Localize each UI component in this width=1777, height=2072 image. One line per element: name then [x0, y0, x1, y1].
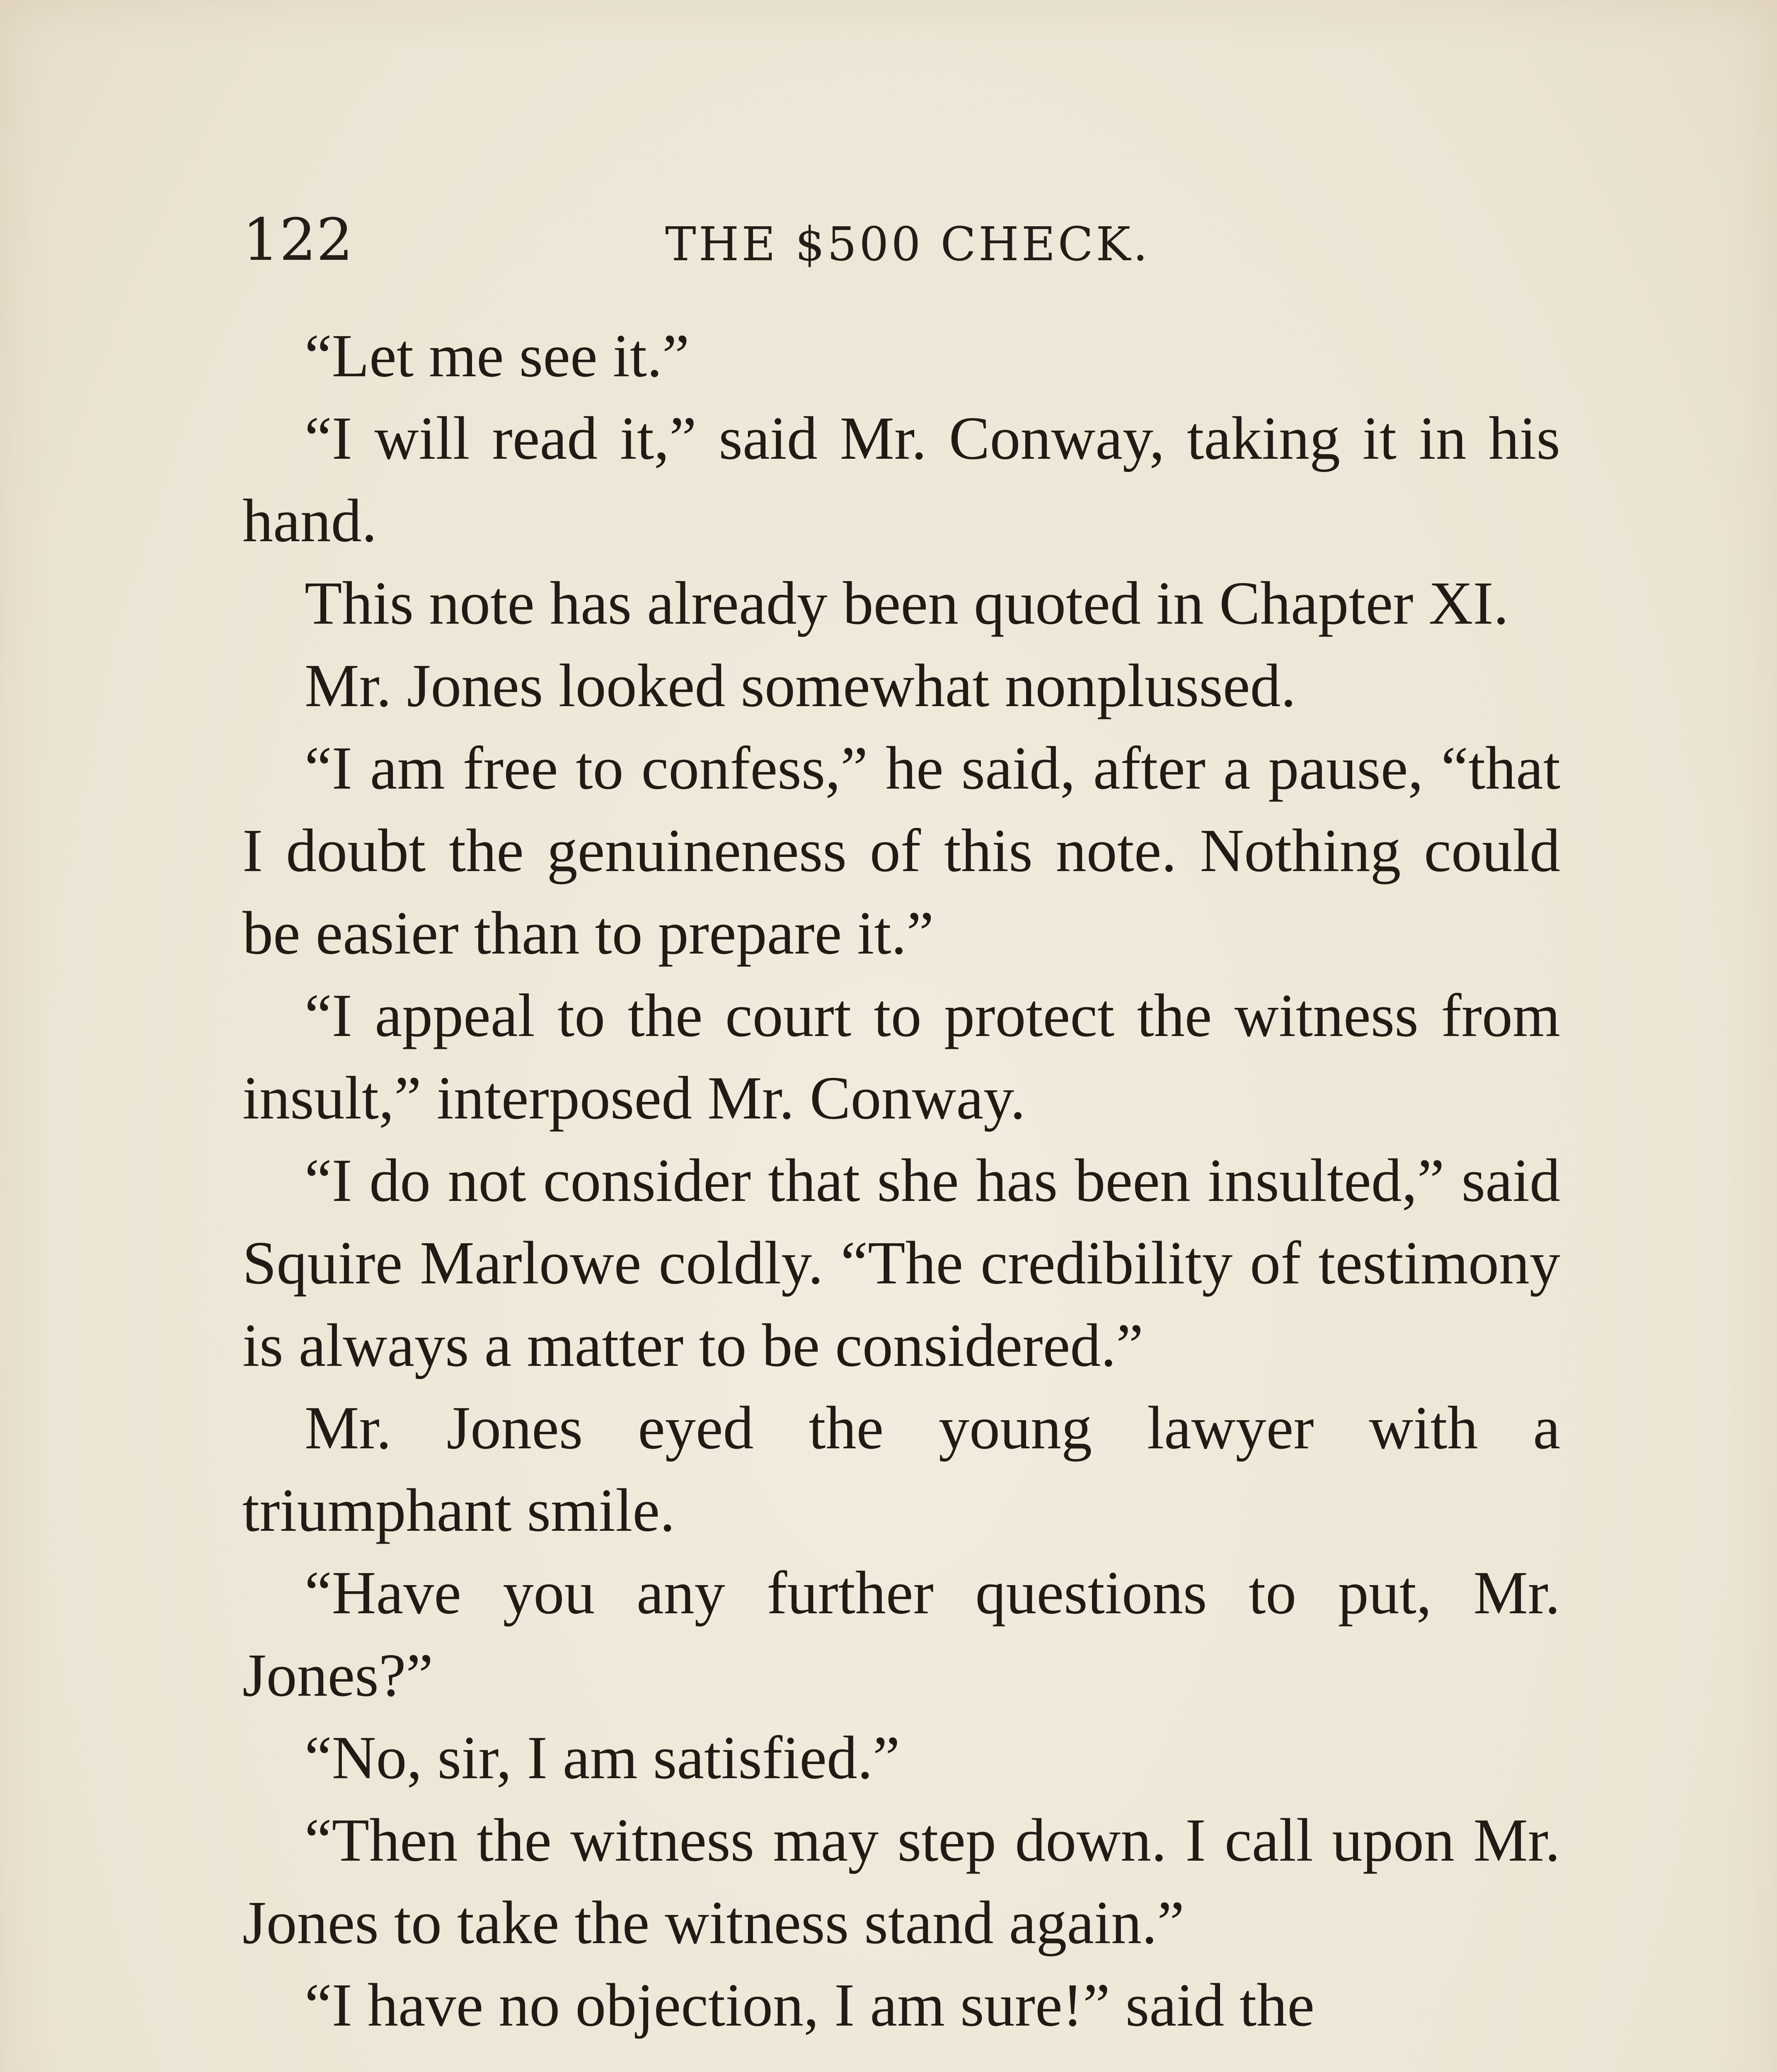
paragraph: This note has already been quoted in Chapter XI. [305, 569, 1509, 637]
paragraph: “I am free to confess,” he said, after a pause, “that I doubt the genuineness of this note. Nothing could be easier than to prepare it.” [242, 734, 1560, 967]
paragraph: “I have no objection, I am sure!” said the [305, 1971, 1315, 2039]
paragraph: “I appeal to the court to protect the witness from insult,” interposed Mr. Conway. [242, 982, 1560, 1132]
paragraph: “I do not consider that she has been insulted,” said Squire Marlowe coldly. “The credibility of testimony is always a matter to be considered.” [242, 1147, 1560, 1380]
paragraph: “Then the witness may step down. I call upon Mr. Jones to take the witness stand again.” [242, 1806, 1560, 1957]
paragraph: Mr. Jones eyed the young lawyer with a triumphant smile. [242, 1394, 1560, 1544]
paragraph: “No, sir, I am satisfied.” [305, 1724, 900, 1792]
paragraph: “Let me see it.” [305, 322, 690, 390]
paragraph: “Have you any further questions to put, Mr. Jones?” [242, 1559, 1560, 1709]
running-title: THE $500 CHECK. [665, 218, 1150, 271]
body-text [242, 315, 1560, 2047]
page-header [242, 203, 1560, 286]
page-number: 122 [242, 206, 353, 274]
paragraph: “I will read it,” said Mr. Conway, taking it in his hand. [242, 404, 1560, 555]
paragraph: Mr. Jones looked somewhat nonplussed. [305, 652, 1296, 720]
